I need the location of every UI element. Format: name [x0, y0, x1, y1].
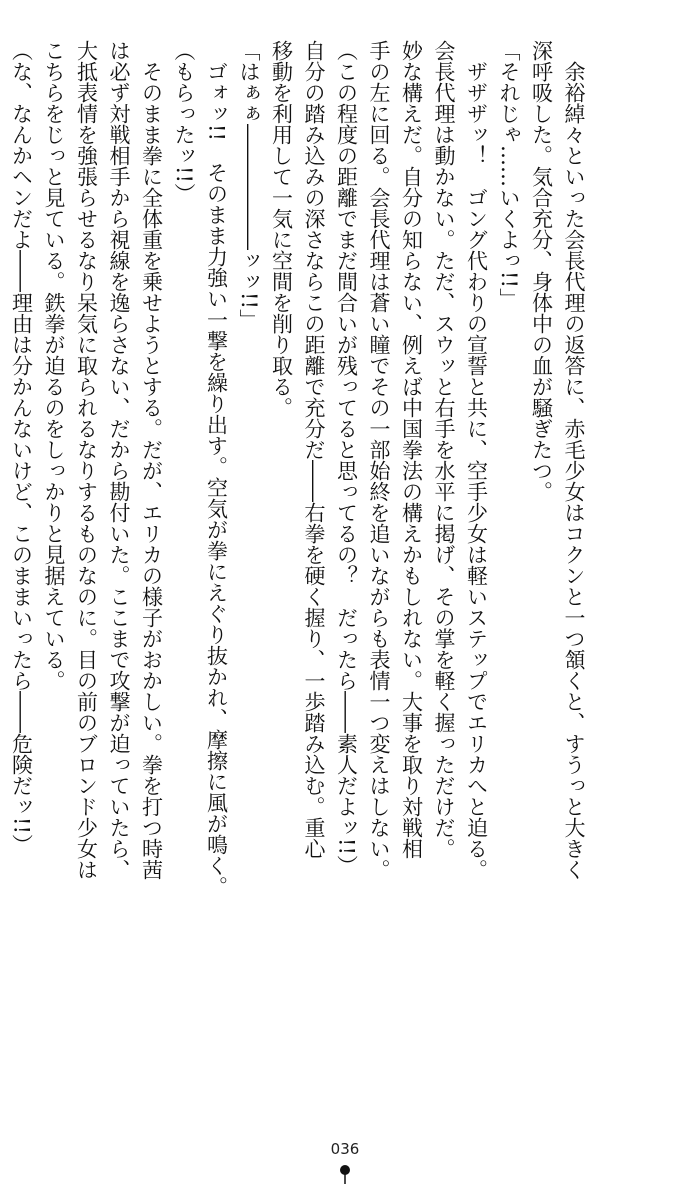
text-column-15: は必ず対戦相手から視線を逸らさない、だから勘付いた。ここまで攻撃が迫っていたら、	[107, 40, 131, 880]
text-column-4: ザザザッ！ ゴング代わりの宣誓と共に、空手少女は軽いステップでエリカへと迫る。	[464, 61, 489, 880]
text-column-16: 大抵表情を強張らせるなり呆気に取られるなりするものなのに。目の前のブロンド少女は	[74, 40, 99, 880]
text-column-17: こちらをじっと見ている。鉄拳が迫るのをしっかりと見据えている。	[42, 40, 66, 691]
text-column-2: 深呼吸した。気合充分、身体中の血が騒ぎたつ。	[529, 40, 554, 502]
text-column-5: 会長代理は動かない。ただ、スウッと右手を水平に掲げ、その掌を軽く握っただけだ。	[432, 40, 456, 859]
page-number: 036	[330, 1140, 360, 1158]
text-column-9: 自分の踏み込みの深さならこの距離で充分だ――右拳を硬く握り、一歩踏み込む。重心	[302, 40, 326, 859]
text-column-3: 「それじゃ……いくよっ!!」	[497, 40, 521, 309]
text-column-10: 移動を利用して一気に空間を削り取る。	[269, 40, 294, 418]
text-column-6: 妙な構えだ。自分の知らない、例えば中国拳法の構えかもしれない。大事を取り対戦相	[399, 40, 424, 859]
text-column-14: そのまま拳に全体重を乗せようとする。だが、エリカの様子がおかしい。拳を打つ時茜	[139, 61, 164, 880]
text-column-13: （もらったッ!!）	[172, 40, 196, 204]
text-column-1: 余裕綽々といった会長代理の返答に、赤毛少女はコクンと一つ頷くと、すうっと大きく	[562, 61, 586, 880]
page-marker-icon	[339, 1164, 351, 1184]
text-column-12: ゴォッ!! そのまま力強い一撃を繰り出す。空気が拳にえぐり抜かれ、摩擦に風が鳴く。	[204, 61, 229, 897]
text-column-7: 手の左に回る。会長代理は蒼い瞳でその一部始終を追いながらも表情一つ変えはしない。	[367, 40, 391, 880]
text-column-18: （な、なんかヘンだよ――理由は分かんないけど、このままいったら――危険だッ!!）	[9, 40, 34, 855]
text-column-8: （この程度の距離でまだ間合いが残ってると思ってるの？ だったら――素人だよッ!!）	[334, 40, 359, 876]
vertical-text-body	[9, 40, 590, 970]
text-column-11: 「はぁぁ――――――ッッ!!」	[237, 40, 261, 330]
